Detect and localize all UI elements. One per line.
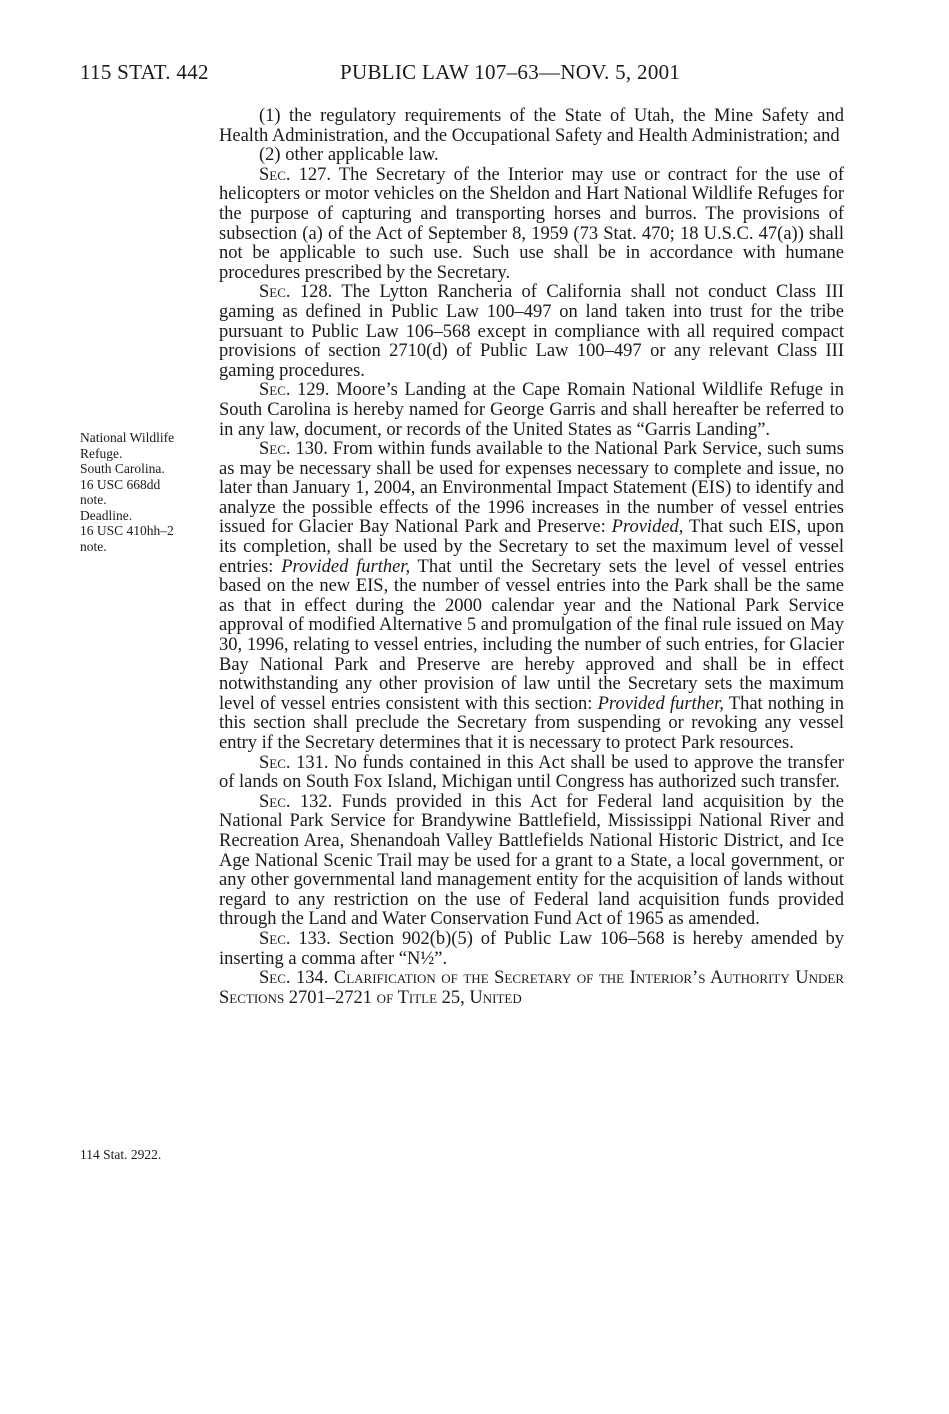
page-reference: 115 STAT. 442	[80, 60, 209, 84]
proviso-italic: Provided,	[611, 517, 684, 538]
proviso-italic: Provided further,	[597, 693, 724, 714]
section-text: That nothing in this section shall preclude the Secretary from suspending or revoking any vessel entry if the Secretary determines that it is necessary to protect Park resources.	[219, 693, 844, 753]
section-text: That until the Secretary sets the level of vessel entries based on the new EIS, the number of vessel entries into the Park shall be the same as that in effect during the 2000 calendar year and the National Park Service approval of modified Alternative 5 and promulgation of the final rule issued on May 30, 1996, relating to vessel entries, including the number of such entries, for Glacier Bay National Park and Preserve are hereby approved and shall be in effect notwithstanding any other provision of law until the Secretary sets the maximum level of vessel entries consistent with this section:	[219, 556, 845, 714]
margin-note-line: 16 USC 668dd	[80, 476, 161, 492]
section-129	[219, 381, 844, 440]
margin-note-line: South Carolina.	[80, 461, 165, 476]
section-heading-text: Clarification of the Secretary of the Interior’s Authority Under Sections 2701–2721 of Title 25, United	[219, 968, 844, 1008]
section-text: Moore’s Landing at the Cape Romain National Wildlife Refuge in South Carolina is hereby named for George Garris and shall hereafter be referred to in any law, document, or records of the United States as “Garris Landing”.	[219, 380, 844, 440]
margin-note-line: Refuge.	[80, 445, 123, 461]
section-132	[219, 793, 844, 930]
section-label: Sec. 133.	[259, 928, 331, 949]
section-131	[219, 754, 844, 793]
margin-note-line: 16 USC 410hh–2	[80, 523, 174, 538]
margin-note-line: note.	[80, 538, 107, 554]
section-label: Sec. 127.	[259, 164, 332, 185]
page-header	[0, 60, 949, 90]
section-text: The Secretary of the Interior may use or contract for the use of helicopters or motor vehicles on the Sheldon and Hart National Wildlife Refuges for the purpose of capturing and transporting horses and burros. The provisions of subsection (a) of the Act of September 8, 1959 (73 Stat. 470; 18 U.S.C. 47(a)) shall not be applicable to such use. Such use shall be in accordance with humane procedures prescribed by the Secretary.	[219, 164, 844, 283]
margin-note-line: National Wildlife	[80, 430, 175, 445]
section-128	[219, 283, 844, 381]
section-text: The Lytton Rancheria of California shall not conduct Class III gaming as defined in Public Law 100–497 on land taken into trust for the tribe pursuant to Public Law 106–568 except in compliance with all required compact provisions of section 2710(d) of Public Law 100–497 or any relevant Class III gaming procedures.	[219, 282, 844, 381]
statute-body	[219, 107, 844, 1008]
margin-note-line: Deadline.	[80, 507, 133, 523]
section-133	[219, 930, 844, 969]
paragraph-item-2: (2) other applicable law.	[259, 145, 439, 166]
law-title: PUBLIC LAW 107–63—NOV. 5, 2001	[340, 60, 681, 84]
proviso-italic: Provided further,	[281, 556, 411, 577]
section-text: Funds provided in this Act for Federal land acquisition by the National Park Service for Brandywine Battlefield, Mississippi National River and Recreation Area, Shenandoah Valley Battlefields National Historic District, and Ice Age National Scenic Trail may be used for a grant to a State, a local government, or any other governmental land management entity for the acquisition of lands without regard to any restriction on the use of Federal land acquisition funds provided through the Land and Water Conservation Fund Act of 1965 as amended.	[219, 791, 844, 930]
section-label: Sec. 129.	[259, 380, 330, 401]
section-text: Section 902(b)(5) of Public Law 106–568 is hereby amended by inserting a comma after “N½”.	[219, 928, 844, 969]
section-text: No funds contained in this Act shall be used to approve the transfer of lands on South Fox Island, Michigan until Congress has authorized such transfer.	[219, 752, 844, 793]
section-label: Sec. 131.	[259, 752, 329, 773]
margin-note-block	[80, 430, 210, 554]
section-label: Sec. 134.	[259, 968, 329, 989]
section-label: Sec. 128.	[259, 282, 333, 303]
section-134	[219, 969, 844, 1008]
section-text: That such EIS, upon its completion, shall be used by the Secretary to set the maximum level of vessel entries:	[219, 517, 844, 577]
section-130	[219, 440, 844, 754]
section-text: From within funds available to the National Park Service, such sums as may be necessary shall be used for expenses necessary to complete and issue, no later than January 1, 2004, an Environmental Impact Statement (EIS) to identify and analyze the possible effects of the 1996 increases in the number of vessel entries issued for Glacier Bay National Park and Preserve:	[219, 439, 844, 538]
paragraph-item-1: (1) the regulatory requirements of the State of Utah, the Mine Safety and Health Administration, and the Occupational Safety and Health Administration; and	[219, 106, 844, 146]
section-127	[219, 166, 844, 284]
margin-note-stat-citation: 114 Stat. 2922.	[80, 1147, 162, 1162]
section-label: Sec. 132.	[259, 791, 333, 812]
margin-note-line: note.	[80, 492, 107, 507]
section-label: Sec. 130.	[259, 439, 328, 460]
